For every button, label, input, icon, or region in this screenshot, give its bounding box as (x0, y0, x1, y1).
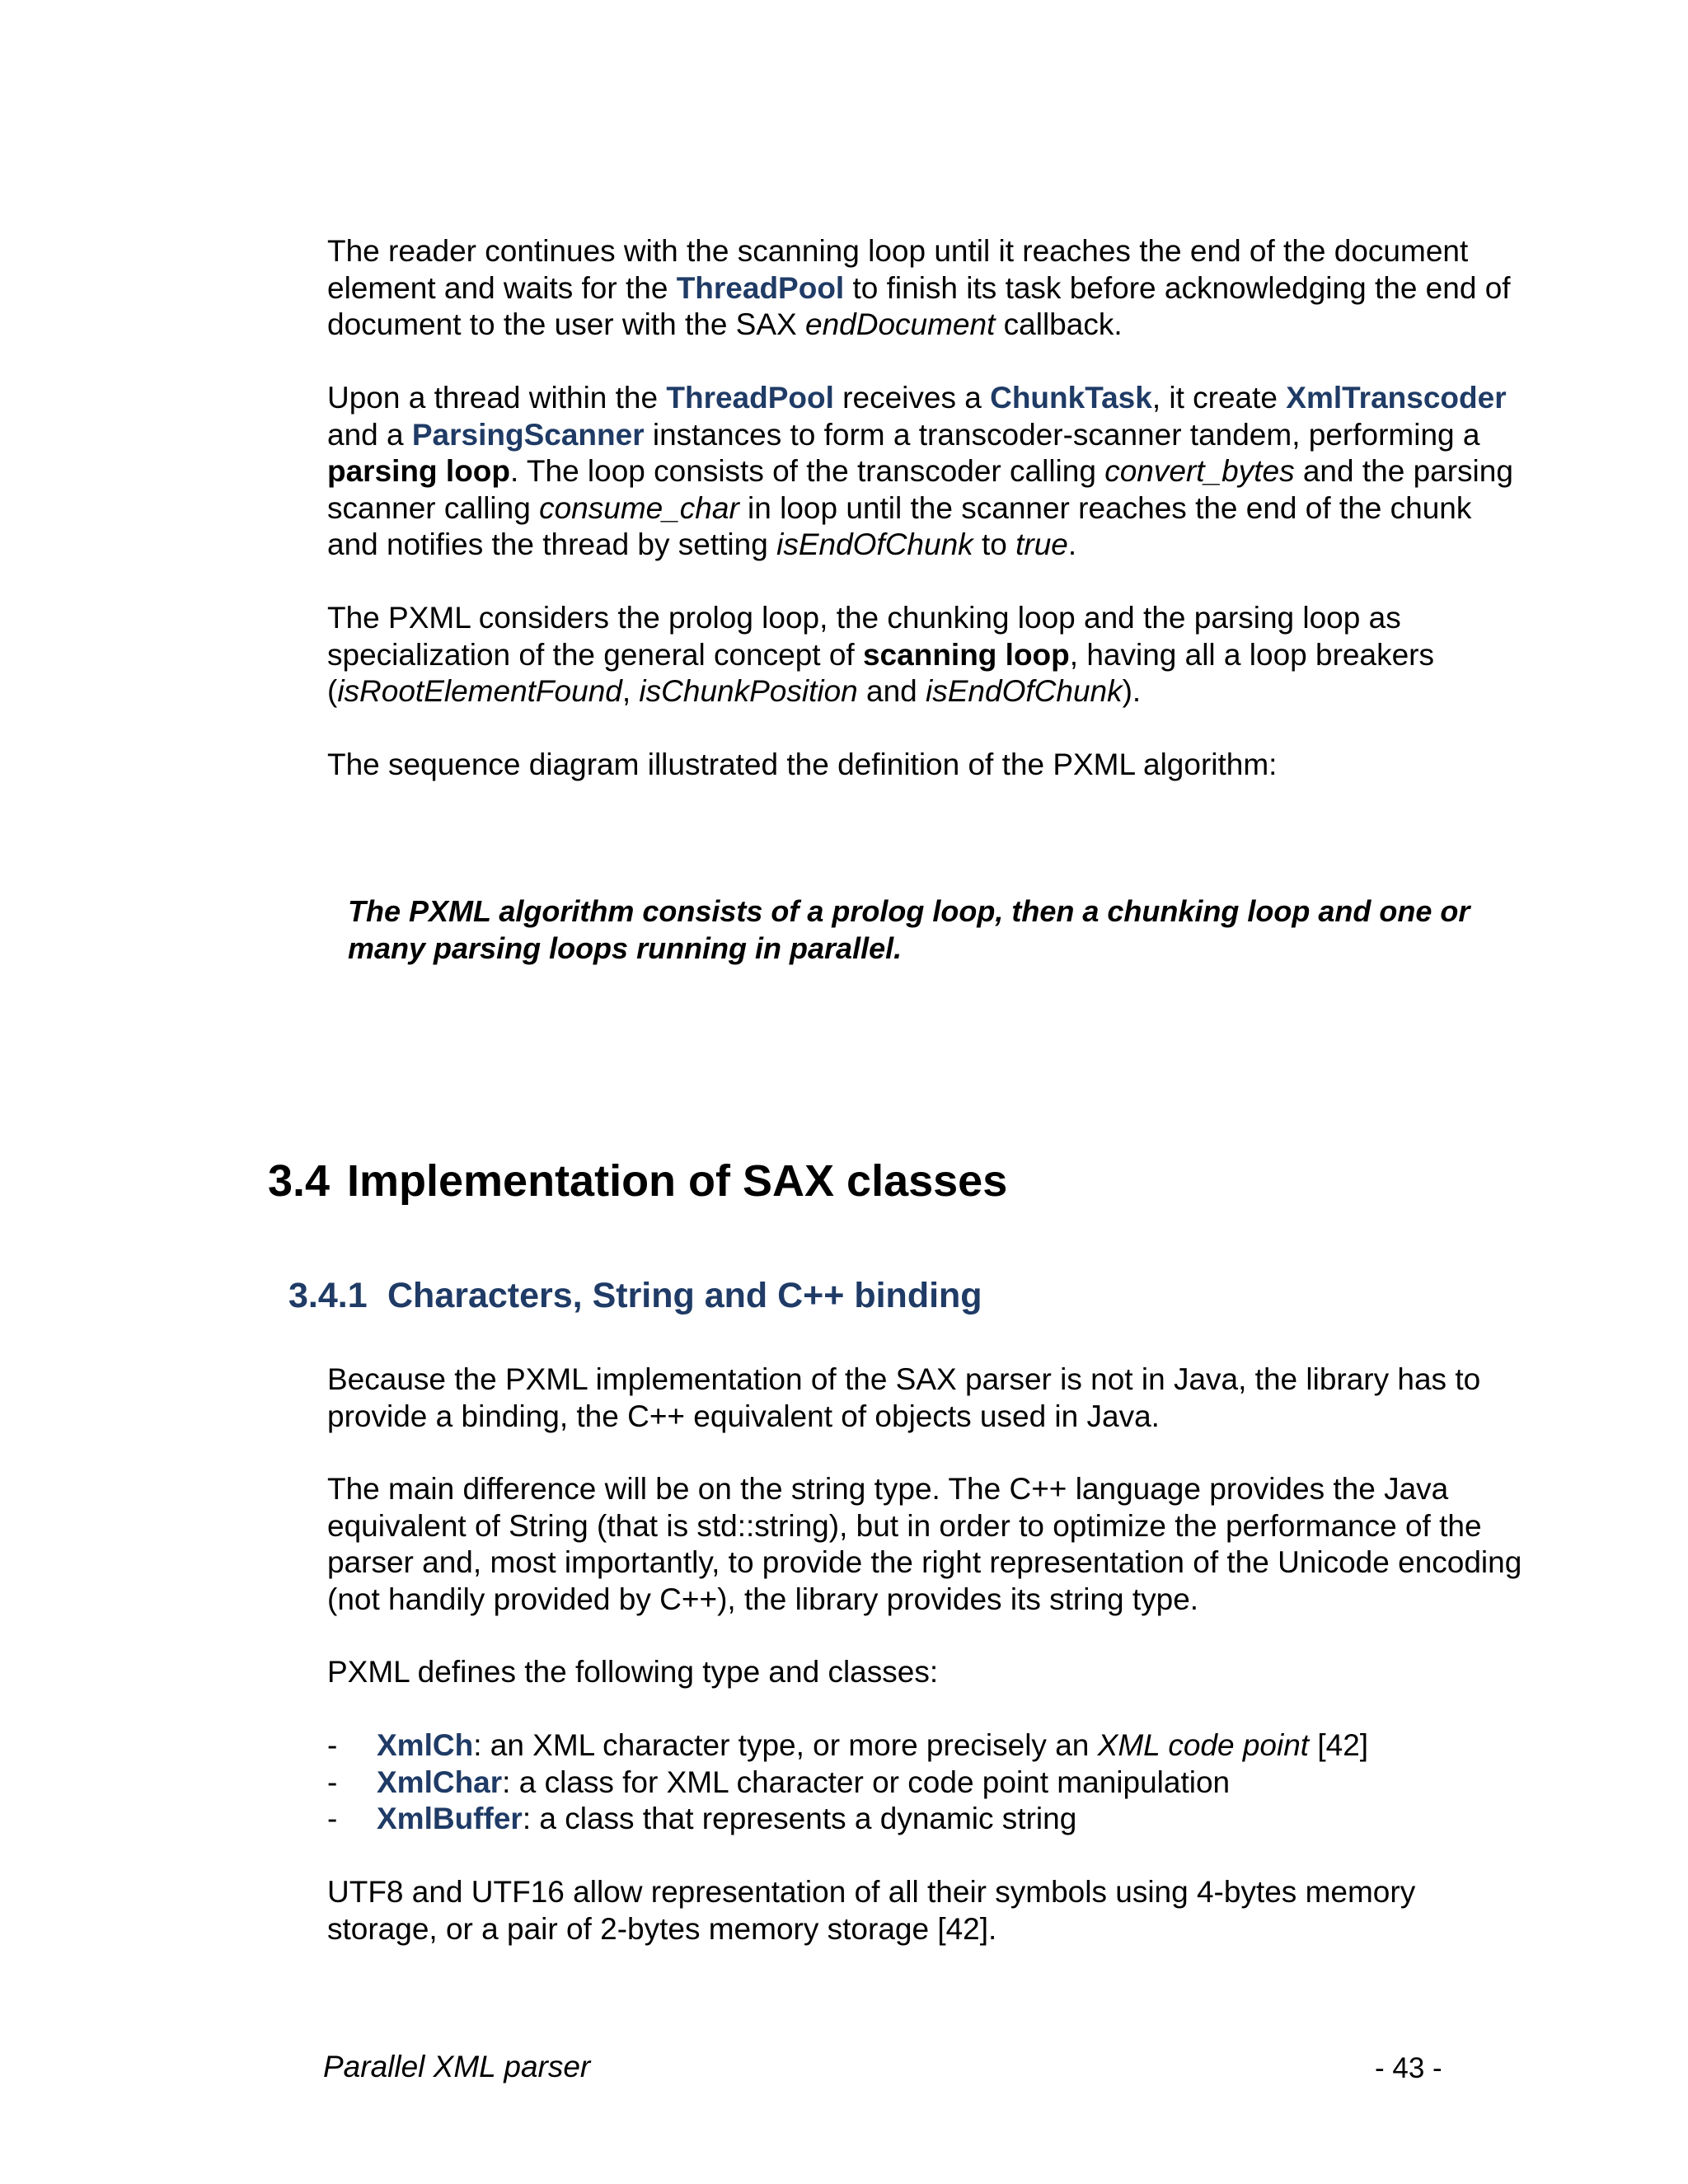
text: instances to form a transcoder-scanner tandem, performing a (644, 417, 1480, 452)
paragraph-string-type: The main difference will be on the string type. The C++ language provides the Java equivalent of String (that is std::string), but in order to optimize the performance of the parser and, most importantly, to provide the right representation of the Unicode encoding (not handily provided by C++), the library provides its string type. (327, 1472, 1522, 1616)
text: and (857, 674, 926, 708)
subsection-title: Characters, String and C++ binding (387, 1276, 982, 1315)
section-title: Implementation of SAX classes (347, 1156, 1008, 1206)
text: and the parsing scanner calling (327, 454, 1513, 525)
italic-enddocument: endDocument (805, 307, 996, 341)
list-item (327, 1801, 1531, 1838)
text: in loop until the scanner reaches the end of the chunk and notifies the thread by setting (327, 490, 1472, 561)
subsection-heading (288, 1276, 982, 1316)
term-threadpool: ThreadPool (676, 270, 845, 305)
term-xmltranscoder: XmlTranscoder (1286, 381, 1507, 415)
text: and a (327, 417, 412, 452)
bold-scanning-loop: scanning loop (862, 637, 1070, 672)
list-item (327, 1727, 1531, 1765)
list-dash: - (327, 1728, 338, 1762)
section-heading (268, 1155, 1007, 1207)
text: : an XML character type, or more precisely an (473, 1728, 1098, 1762)
term-xmlchar: XmlChar (377, 1765, 503, 1799)
text: , having all a loop breakers ( (327, 637, 1434, 708)
term-chunktask: ChunkTask (990, 381, 1152, 415)
section-number: 3.4 (268, 1156, 331, 1206)
footer-title: Parallel XML parser (323, 2050, 591, 2083)
term-parsingscanner: ParsingScanner (411, 417, 645, 452)
text: , (621, 674, 640, 708)
text: : a class that represents a dynamic string (522, 1802, 1077, 1835)
text: [42] (1309, 1728, 1369, 1762)
italic-isendofchunk: isEndOfChunk (926, 674, 1123, 708)
type-class-list (327, 1727, 1531, 1838)
paragraph-defines: PXML defines the following type and classes: (327, 1655, 939, 1689)
term-xmlch: XmlCh (377, 1728, 474, 1762)
text: callback. (995, 307, 1123, 341)
text: ). (1122, 674, 1142, 708)
term-threadpool: ThreadPool (666, 381, 834, 415)
italic-isrootelementfound: isRootElementFound (337, 674, 622, 708)
text: The PXML considers the prolog loop, the chunking loop and the parsing loop as specialization of the general concept of (327, 601, 1401, 672)
paragraph-sequence-diagram: The sequence diagram illustrated the definition of the PXML algorithm: (327, 748, 1278, 781)
text: to (973, 527, 1016, 561)
italic-convert-bytes: convert_bytes (1104, 454, 1295, 488)
bold-parsing-loop: parsing loop (327, 454, 510, 488)
paragraph-utf: UTF8 and UTF16 allow representation of all their symbols using 4-bytes memory storage, or a pair of 2-bytes memory storage [42]. (327, 1875, 1416, 1946)
text: : a class for XML character or code point manipulation (502, 1765, 1231, 1799)
paragraph-reader-loop (327, 233, 1531, 344)
paragraph-binding: Because the PXML implementation of the SAX parser is not in Java, the library has to provide a binding, the C++ equivalent of objects used in Java. (327, 1362, 1481, 1433)
callout-summary: The PXML algorithm consists of a prolog loop, then a chunking loop and one or many parsing loops running in parallel. (348, 894, 1470, 965)
text: Upon a thread within the (327, 381, 667, 415)
subsection-number: 3.4.1 (288, 1276, 368, 1315)
term-xmlbuffer: XmlBuffer (377, 1802, 523, 1835)
page-number: - 43 - (1375, 2052, 1442, 2084)
italic-consume-char: consume_char (539, 490, 739, 525)
italic-true: true (1015, 527, 1068, 561)
text: . (1067, 527, 1077, 561)
italic-xml-code-point: XML code point (1097, 1728, 1310, 1762)
list-item (327, 1765, 1531, 1802)
italic-isendofchunk: isEndOfChunk (776, 527, 973, 561)
text: to finish its task before acknowledging the end of document to the user with the SAX (327, 270, 1511, 341)
text: . The loop consists of the transcoder calling (510, 454, 1105, 488)
text: The reader continues with the scanning loop until it reaches the end of the document element and waits for the (327, 234, 1469, 305)
italic-ischunkposition: isChunkPosition (639, 674, 858, 708)
list-dash: - (327, 1802, 338, 1835)
text: , it create (1151, 381, 1287, 415)
list-dash: - (327, 1765, 338, 1799)
text: receives a (833, 381, 991, 415)
paragraph-scanning-loop (327, 600, 1531, 710)
paragraph-chunktask (327, 380, 1531, 564)
